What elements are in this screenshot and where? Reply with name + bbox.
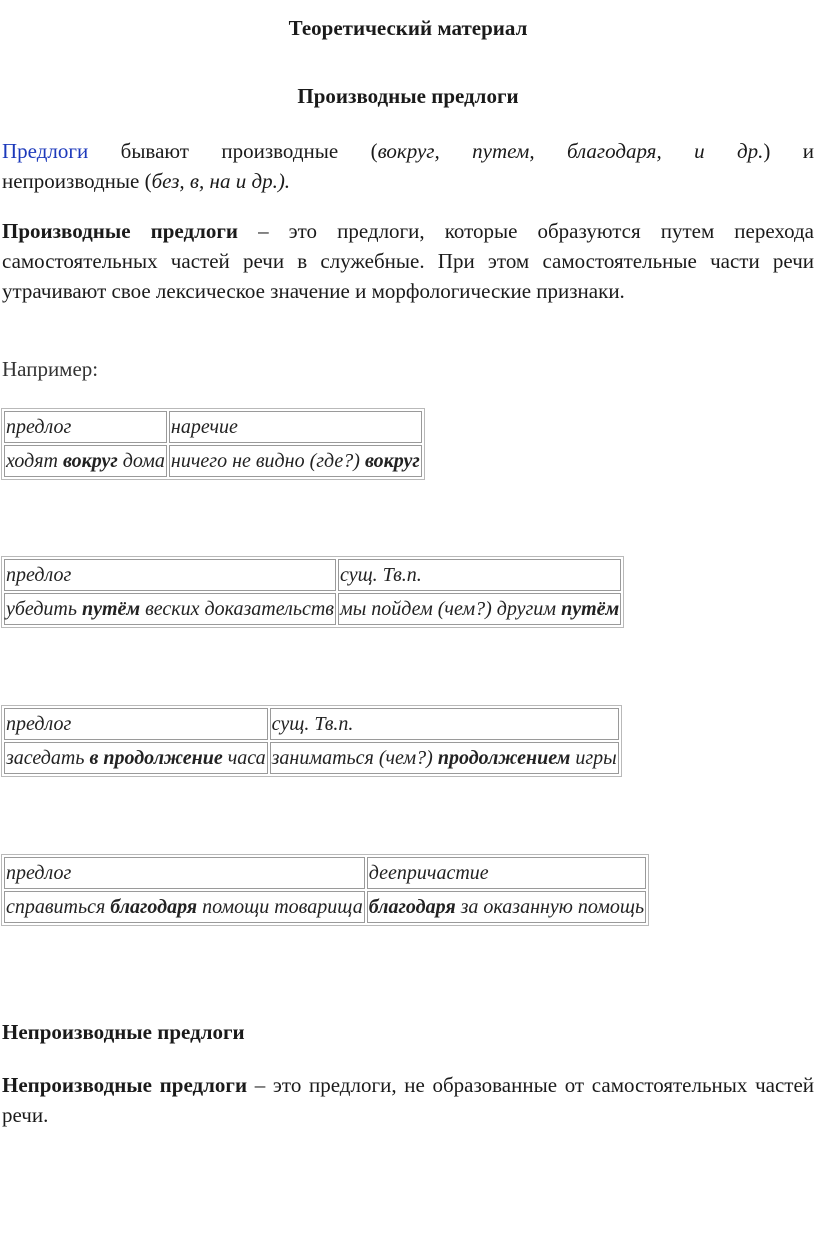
definition-text: – это предлоги, которые образуются путем перехода самостоятельных частей речи в служебные. При этом самостоятельные части речи утрачивают свое лексическое значение и морфологические признаки. [2, 219, 814, 303]
cell-text: мы пойдем (чем?) другим [339, 598, 562, 620]
table-row [4, 559, 621, 591]
example-label: Например: [2, 357, 99, 381]
cell-text: веских доказательств [140, 598, 334, 620]
table-cell: наречие [169, 411, 422, 443]
cell-text: помощи товарища [197, 896, 363, 918]
table-cell [4, 445, 167, 477]
cell-highlight: благодаря [368, 896, 456, 918]
table-cell [4, 593, 336, 625]
cell-text: заниматься (чем?) [271, 747, 438, 769]
intro-examples: без, в, на и др.). [151, 169, 291, 193]
section-title-nonderived: Непроизводные предлоги [2, 1020, 245, 1044]
example-table-around [1, 408, 425, 480]
table-cell [169, 445, 422, 477]
intro-examples: вокруг, путем, благодаря, и др. [377, 139, 764, 163]
cell-text: ничего не видно (где?) [170, 450, 365, 472]
definition-paragraph [2, 216, 814, 306]
table-cell [4, 742, 268, 774]
cell-highlight: продолжением [437, 747, 571, 769]
cell-text: справиться [6, 896, 111, 918]
cell-highlight: вокруг [364, 450, 420, 472]
cell-highlight: в продолжение [89, 747, 223, 769]
intro-text: непроизводные ( [2, 169, 152, 193]
definition-term: Непроизводные предлоги [2, 1073, 248, 1097]
definition-term: Производные предлоги [2, 219, 239, 243]
cell-text: убедить [6, 598, 82, 620]
example-table-continuation [1, 705, 622, 777]
table-cell: предлог [4, 857, 365, 889]
table-cell [367, 891, 646, 923]
table-row [4, 891, 646, 923]
table-cell: сущ. Тв.п. [270, 708, 619, 740]
cell-highlight: путём [561, 598, 620, 620]
cell-highlight: вокруг [62, 450, 118, 472]
page-title: Теоретический материал [288, 16, 528, 40]
table-cell: деепричастие [367, 857, 646, 889]
table-row [4, 411, 422, 443]
table-row [4, 708, 619, 740]
example-table-way [1, 556, 624, 628]
cell-highlight: благодаря [110, 896, 198, 918]
table-cell: предлог [4, 708, 268, 740]
prepositions-link[interactable]: Предлоги [2, 139, 89, 163]
cell-text: заседать [6, 747, 90, 769]
table-row [4, 857, 646, 889]
table-cell: сущ. Тв.п. [338, 559, 621, 591]
cell-text: дома [117, 450, 165, 472]
table-cell [270, 742, 619, 774]
table-row [4, 445, 422, 477]
cell-text: игры [570, 747, 617, 769]
section-title-derived: Производные предлоги [297, 84, 519, 108]
table-cell [4, 891, 365, 923]
definition-text: – это предлоги, не образованные от самостоятельных частей речи. [2, 1073, 815, 1127]
nonderived-paragraph [2, 1070, 814, 1130]
table-cell: предлог [4, 411, 167, 443]
table-cell: предлог [4, 559, 336, 591]
table-row [4, 593, 621, 625]
intro-paragraph [2, 136, 814, 196]
cell-highlight: путём [81, 598, 141, 620]
cell-text: часа [222, 747, 266, 769]
table-cell [338, 593, 621, 625]
cell-text: за оказанную помощь [455, 896, 645, 918]
intro-text: бывают производные ( [88, 139, 378, 163]
cell-text: ходят [6, 450, 63, 472]
table-row [4, 742, 619, 774]
intro-text: ) и [763, 139, 815, 163]
example-table-thanks [1, 854, 649, 926]
